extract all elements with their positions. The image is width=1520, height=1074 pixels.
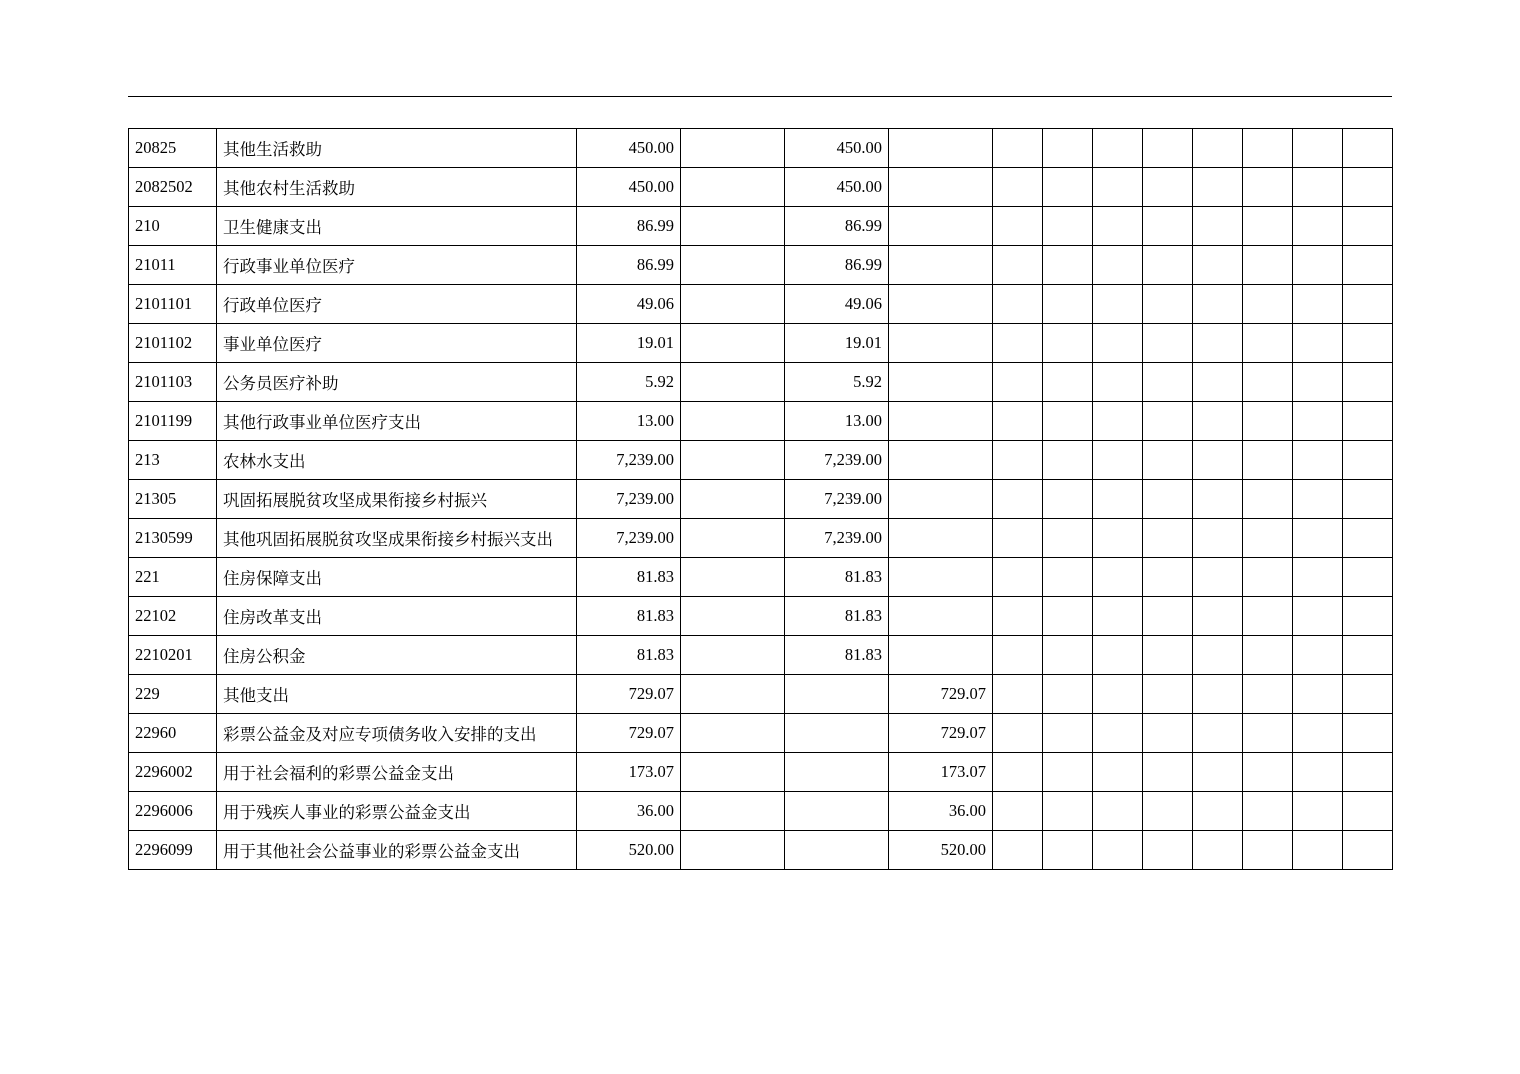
cell-amount-2 xyxy=(681,324,785,363)
cell-blank xyxy=(1093,441,1143,480)
cell-blank xyxy=(1243,285,1293,324)
cell-item-name: 公务员医疗补助 xyxy=(217,363,577,402)
cell-item-name: 用于其他社会公益事业的彩票公益金支出 xyxy=(217,831,577,870)
table-row xyxy=(129,285,1393,324)
cell-blank xyxy=(1193,480,1243,519)
table-row xyxy=(129,831,1393,870)
cell-amount-4 xyxy=(889,480,993,519)
cell-blank xyxy=(1143,831,1193,870)
cell-item-name: 巩固拓展脱贫攻坚成果衔接乡村振兴 xyxy=(217,480,577,519)
cell-item-name: 其他行政事业单位医疗支出 xyxy=(217,402,577,441)
cell-blank xyxy=(993,675,1043,714)
cell-blank xyxy=(1143,714,1193,753)
cell-blank xyxy=(1143,519,1193,558)
cell-blank xyxy=(1093,129,1143,168)
cell-amount-4 xyxy=(889,441,993,480)
cell-blank xyxy=(1143,480,1193,519)
cell-blank xyxy=(1243,207,1293,246)
cell-code: 213 xyxy=(129,441,217,480)
cell-blank xyxy=(1293,675,1343,714)
cell-blank xyxy=(1293,558,1343,597)
cell-amount-2 xyxy=(681,753,785,792)
cell-blank xyxy=(1093,714,1143,753)
cell-blank xyxy=(1143,636,1193,675)
cell-amount-4: 729.07 xyxy=(889,675,993,714)
cell-blank xyxy=(1093,363,1143,402)
cell-blank xyxy=(1043,597,1093,636)
cell-blank xyxy=(1193,324,1243,363)
cell-blank xyxy=(1343,207,1393,246)
cell-amount-2 xyxy=(681,714,785,753)
table-row xyxy=(129,129,1393,168)
cell-item-name: 用于残疾人事业的彩票公益金支出 xyxy=(217,792,577,831)
cell-blank xyxy=(1093,597,1143,636)
cell-amount-2 xyxy=(681,285,785,324)
cell-amount-3: 13.00 xyxy=(785,402,889,441)
cell-blank xyxy=(1043,636,1093,675)
cell-amount-3 xyxy=(785,792,889,831)
cell-blank xyxy=(1143,324,1193,363)
cell-amount-1: 13.00 xyxy=(577,402,681,441)
cell-blank xyxy=(1343,519,1393,558)
cell-blank xyxy=(1293,246,1343,285)
table-row xyxy=(129,207,1393,246)
table-row xyxy=(129,441,1393,480)
cell-blank xyxy=(1243,402,1293,441)
cell-amount-3 xyxy=(785,714,889,753)
cell-blank xyxy=(1143,675,1193,714)
cell-blank xyxy=(1143,792,1193,831)
cell-amount-1: 450.00 xyxy=(577,168,681,207)
cell-amount-3: 19.01 xyxy=(785,324,889,363)
cell-blank xyxy=(1193,402,1243,441)
table-row xyxy=(129,168,1393,207)
table-row xyxy=(129,324,1393,363)
cell-blank xyxy=(1243,519,1293,558)
cell-blank xyxy=(1193,129,1243,168)
cell-amount-3 xyxy=(785,831,889,870)
cell-blank xyxy=(1193,441,1243,480)
cell-blank xyxy=(1143,558,1193,597)
cell-amount-4 xyxy=(889,285,993,324)
table-row xyxy=(129,246,1393,285)
cell-code: 2101101 xyxy=(129,285,217,324)
cell-blank xyxy=(1143,168,1193,207)
cell-item-name: 行政单位医疗 xyxy=(217,285,577,324)
cell-item-name: 住房保障支出 xyxy=(217,558,577,597)
cell-blank xyxy=(1243,129,1293,168)
cell-amount-1: 729.07 xyxy=(577,714,681,753)
cell-blank xyxy=(1293,441,1343,480)
cell-blank xyxy=(1293,792,1343,831)
cell-amount-1: 86.99 xyxy=(577,207,681,246)
cell-item-name: 其他巩固拓展脱贫攻坚成果衔接乡村振兴支出 xyxy=(217,519,577,558)
cell-blank xyxy=(1193,714,1243,753)
cell-amount-3: 450.00 xyxy=(785,129,889,168)
cell-blank xyxy=(1093,753,1143,792)
cell-blank xyxy=(1193,753,1243,792)
cell-blank xyxy=(993,597,1043,636)
cell-code: 2101102 xyxy=(129,324,217,363)
cell-blank xyxy=(1143,207,1193,246)
cell-blank xyxy=(1343,597,1393,636)
table-row xyxy=(129,753,1393,792)
cell-blank xyxy=(1043,285,1093,324)
cell-blank xyxy=(993,207,1043,246)
table-row xyxy=(129,675,1393,714)
cell-amount-4 xyxy=(889,519,993,558)
cell-blank xyxy=(1043,831,1093,870)
cell-blank xyxy=(1293,636,1343,675)
cell-code: 2296002 xyxy=(129,753,217,792)
cell-blank xyxy=(1343,246,1393,285)
cell-blank xyxy=(1093,519,1143,558)
cell-blank xyxy=(1193,636,1243,675)
cell-blank xyxy=(993,558,1043,597)
cell-blank xyxy=(993,441,1043,480)
table-row xyxy=(129,597,1393,636)
cell-blank xyxy=(1043,129,1093,168)
cell-blank xyxy=(1193,558,1243,597)
cell-code: 22960 xyxy=(129,714,217,753)
cell-blank xyxy=(1143,402,1193,441)
cell-amount-2 xyxy=(681,675,785,714)
cell-amount-1: 49.06 xyxy=(577,285,681,324)
cell-code: 21305 xyxy=(129,480,217,519)
cell-blank xyxy=(1043,558,1093,597)
cell-blank xyxy=(993,246,1043,285)
cell-blank xyxy=(993,519,1043,558)
cell-blank xyxy=(993,480,1043,519)
cell-code: 2130599 xyxy=(129,519,217,558)
cell-blank xyxy=(1043,246,1093,285)
cell-amount-4 xyxy=(889,246,993,285)
cell-code: 221 xyxy=(129,558,217,597)
cell-amount-1: 7,239.00 xyxy=(577,441,681,480)
cell-blank xyxy=(1143,753,1193,792)
cell-blank xyxy=(1093,558,1143,597)
cell-blank xyxy=(1043,324,1093,363)
cell-blank xyxy=(1293,129,1343,168)
cell-blank xyxy=(1143,363,1193,402)
cell-blank xyxy=(1343,831,1393,870)
cell-amount-3 xyxy=(785,753,889,792)
cell-item-name: 住房改革支出 xyxy=(217,597,577,636)
cell-blank xyxy=(1143,441,1193,480)
cell-amount-3: 81.83 xyxy=(785,597,889,636)
table-row xyxy=(129,636,1393,675)
table-row xyxy=(129,519,1393,558)
cell-amount-3: 81.83 xyxy=(785,558,889,597)
cell-blank xyxy=(1093,168,1143,207)
cell-amount-2 xyxy=(681,519,785,558)
cell-blank xyxy=(1343,714,1393,753)
cell-amount-4: 173.07 xyxy=(889,753,993,792)
cell-amount-4: 36.00 xyxy=(889,792,993,831)
cell-amount-3: 49.06 xyxy=(785,285,889,324)
cell-item-name: 其他支出 xyxy=(217,675,577,714)
table-body xyxy=(129,129,1393,870)
cell-amount-2 xyxy=(681,792,785,831)
cell-amount-3: 86.99 xyxy=(785,207,889,246)
cell-amount-4 xyxy=(889,636,993,675)
cell-amount-1: 7,239.00 xyxy=(577,480,681,519)
cell-amount-4 xyxy=(889,597,993,636)
cell-code: 2082502 xyxy=(129,168,217,207)
cell-amount-3: 81.83 xyxy=(785,636,889,675)
cell-blank xyxy=(1093,792,1143,831)
cell-amount-1: 729.07 xyxy=(577,675,681,714)
cell-blank xyxy=(993,168,1043,207)
cell-code: 2101199 xyxy=(129,402,217,441)
cell-blank xyxy=(1093,480,1143,519)
cell-amount-1: 81.83 xyxy=(577,558,681,597)
table-row xyxy=(129,402,1393,441)
cell-blank xyxy=(1093,636,1143,675)
cell-amount-1: 36.00 xyxy=(577,792,681,831)
cell-blank xyxy=(1093,675,1143,714)
table-row xyxy=(129,480,1393,519)
cell-amount-1: 81.83 xyxy=(577,636,681,675)
cell-blank xyxy=(1343,753,1393,792)
cell-amount-2 xyxy=(681,831,785,870)
cell-item-name: 农林水支出 xyxy=(217,441,577,480)
cell-amount-4: 520.00 xyxy=(889,831,993,870)
cell-amount-1: 19.01 xyxy=(577,324,681,363)
cell-blank xyxy=(993,129,1043,168)
cell-blank xyxy=(1193,519,1243,558)
cell-blank xyxy=(993,285,1043,324)
cell-blank xyxy=(1293,519,1343,558)
cell-blank xyxy=(1243,831,1293,870)
cell-blank xyxy=(1193,675,1243,714)
cell-code: 21011 xyxy=(129,246,217,285)
cell-blank xyxy=(1043,519,1093,558)
cell-item-name: 用于社会福利的彩票公益金支出 xyxy=(217,753,577,792)
cell-amount-2 xyxy=(681,246,785,285)
cell-blank xyxy=(1243,558,1293,597)
cell-blank xyxy=(1193,285,1243,324)
cell-blank xyxy=(1043,714,1093,753)
cell-blank xyxy=(1343,129,1393,168)
cell-amount-3 xyxy=(785,675,889,714)
cell-blank xyxy=(1293,207,1343,246)
cell-blank xyxy=(993,402,1043,441)
cell-blank xyxy=(993,714,1043,753)
cell-blank xyxy=(1243,675,1293,714)
cell-amount-1: 520.00 xyxy=(577,831,681,870)
cell-blank xyxy=(1343,480,1393,519)
cell-item-name: 其他农村生活救助 xyxy=(217,168,577,207)
cell-blank xyxy=(1243,363,1293,402)
cell-blank xyxy=(1343,792,1393,831)
cell-blank xyxy=(993,636,1043,675)
cell-blank xyxy=(993,792,1043,831)
cell-blank xyxy=(1243,324,1293,363)
cell-amount-3: 7,239.00 xyxy=(785,519,889,558)
cell-amount-3: 86.99 xyxy=(785,246,889,285)
cell-blank xyxy=(1243,246,1293,285)
cell-blank xyxy=(1093,402,1143,441)
cell-blank xyxy=(1043,753,1093,792)
cell-amount-1: 173.07 xyxy=(577,753,681,792)
cell-code: 210 xyxy=(129,207,217,246)
cell-amount-4: 729.07 xyxy=(889,714,993,753)
cell-blank xyxy=(1093,324,1143,363)
cell-blank xyxy=(1093,207,1143,246)
cell-blank xyxy=(1343,636,1393,675)
cell-blank xyxy=(1243,714,1293,753)
cell-code: 20825 xyxy=(129,129,217,168)
cell-blank xyxy=(1293,168,1343,207)
cell-code: 2101103 xyxy=(129,363,217,402)
cell-blank xyxy=(1043,207,1093,246)
cell-blank xyxy=(993,363,1043,402)
cell-amount-2 xyxy=(681,597,785,636)
cell-blank xyxy=(1143,285,1193,324)
cell-amount-1: 86.99 xyxy=(577,246,681,285)
cell-amount-2 xyxy=(681,636,785,675)
cell-blank xyxy=(993,753,1043,792)
cell-blank xyxy=(1243,168,1293,207)
cell-blank xyxy=(1193,207,1243,246)
cell-item-name: 住房公积金 xyxy=(217,636,577,675)
cell-blank xyxy=(1093,285,1143,324)
cell-amount-3: 5.92 xyxy=(785,363,889,402)
table-row xyxy=(129,363,1393,402)
cell-blank xyxy=(1143,246,1193,285)
table-row xyxy=(129,558,1393,597)
cell-amount-4 xyxy=(889,363,993,402)
cell-code: 2296006 xyxy=(129,792,217,831)
cell-blank xyxy=(1293,402,1343,441)
cell-blank xyxy=(1293,480,1343,519)
cell-blank xyxy=(1293,285,1343,324)
cell-amount-3: 7,239.00 xyxy=(785,480,889,519)
cell-amount-2 xyxy=(681,558,785,597)
page-header-rule xyxy=(128,96,1392,97)
cell-amount-2 xyxy=(681,402,785,441)
cell-blank xyxy=(1193,792,1243,831)
cell-blank xyxy=(1043,441,1093,480)
cell-blank xyxy=(1343,168,1393,207)
budget-expenditure-table xyxy=(128,128,1393,870)
cell-blank xyxy=(1193,246,1243,285)
cell-amount-2 xyxy=(681,363,785,402)
cell-blank xyxy=(1193,363,1243,402)
cell-item-name: 事业单位医疗 xyxy=(217,324,577,363)
cell-blank xyxy=(1043,168,1093,207)
cell-blank xyxy=(1343,558,1393,597)
cell-code: 2210201 xyxy=(129,636,217,675)
cell-blank xyxy=(1343,363,1393,402)
cell-amount-4 xyxy=(889,558,993,597)
cell-blank xyxy=(1293,324,1343,363)
cell-item-name: 其他生活救助 xyxy=(217,129,577,168)
cell-amount-1: 81.83 xyxy=(577,597,681,636)
cell-blank xyxy=(1043,675,1093,714)
cell-amount-4 xyxy=(889,402,993,441)
cell-blank xyxy=(1293,597,1343,636)
cell-item-name: 彩票公益金及对应专项债务收入安排的支出 xyxy=(217,714,577,753)
cell-amount-2 xyxy=(681,168,785,207)
cell-amount-4 xyxy=(889,168,993,207)
cell-blank xyxy=(1293,363,1343,402)
cell-amount-1: 450.00 xyxy=(577,129,681,168)
cell-blank xyxy=(1293,753,1343,792)
cell-blank xyxy=(1143,129,1193,168)
cell-blank xyxy=(993,831,1043,870)
cell-code: 229 xyxy=(129,675,217,714)
cell-blank xyxy=(1093,246,1143,285)
cell-blank xyxy=(1243,480,1293,519)
cell-item-name: 行政事业单位医疗 xyxy=(217,246,577,285)
cell-amount-2 xyxy=(681,441,785,480)
cell-amount-3: 450.00 xyxy=(785,168,889,207)
cell-blank xyxy=(1343,285,1393,324)
cell-blank xyxy=(1093,831,1143,870)
cell-amount-1: 7,239.00 xyxy=(577,519,681,558)
cell-blank xyxy=(1293,831,1343,870)
cell-blank xyxy=(1343,441,1393,480)
cell-blank xyxy=(1193,597,1243,636)
table-row xyxy=(129,792,1393,831)
cell-blank xyxy=(993,324,1043,363)
cell-amount-4 xyxy=(889,129,993,168)
cell-blank xyxy=(1043,363,1093,402)
cell-blank xyxy=(1243,636,1293,675)
cell-item-name: 卫生健康支出 xyxy=(217,207,577,246)
cell-amount-4 xyxy=(889,324,993,363)
cell-blank xyxy=(1343,675,1393,714)
table-row xyxy=(129,714,1393,753)
cell-amount-2 xyxy=(681,129,785,168)
cell-blank xyxy=(1043,480,1093,519)
cell-blank xyxy=(1143,597,1193,636)
cell-amount-1: 5.92 xyxy=(577,363,681,402)
cell-blank xyxy=(1343,324,1393,363)
cell-blank xyxy=(1193,831,1243,870)
cell-blank xyxy=(1243,792,1293,831)
cell-blank xyxy=(1043,402,1093,441)
cell-blank xyxy=(1243,597,1293,636)
cell-code: 2296099 xyxy=(129,831,217,870)
cell-blank xyxy=(1293,714,1343,753)
cell-amount-2 xyxy=(681,207,785,246)
cell-amount-3: 7,239.00 xyxy=(785,441,889,480)
cell-amount-2 xyxy=(681,480,785,519)
cell-code: 22102 xyxy=(129,597,217,636)
cell-blank xyxy=(1243,753,1293,792)
cell-blank xyxy=(1243,441,1293,480)
cell-blank xyxy=(1043,792,1093,831)
cell-blank xyxy=(1193,168,1243,207)
cell-blank xyxy=(1343,402,1393,441)
cell-amount-4 xyxy=(889,207,993,246)
